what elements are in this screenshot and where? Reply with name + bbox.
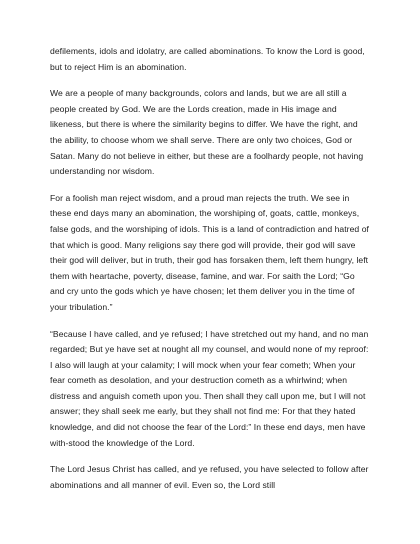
- paragraph-5: The Lord Jesus Christ has called, and ye refused, you have selected to follow after abominations and all manner of evil. Even so, the Lord still: [50, 464, 369, 490]
- paragraph-1: defilements, idols and idolatry, are called abominations. To know the Lord is good, but to reject Him is an abomination.: [50, 46, 365, 72]
- paragraph-3: For a foolish man reject wisdom, and a proud man rejects the truth. We see in these end days many an abomination, the worshiping of, goats, cattle, monkeys, false gods, and the worshiping of idols. This is a land of contradiction and hatred of that which is good. Many religions say there god will provide, their god will save their god will deliver, but in truth, their god has forsaken them, left them hungry, left them with heartache, poverty, disease, famine, and war. For saith the Lord; “Go and cry unto the gods which ye have chosen; let them deliver you in the time of your tribulation.”: [50, 192, 369, 312]
- paragraph-2: We are a people of many backgrounds, colors and lands, but we are all still a people created by God. We are the Lords creation, made in His image and likeness, but there is where the similarity begins to differ. We have the right, and the ability, to choose whom we shall serve. There are only two choices, God or Satan. Many do not believe in either, but these are a foolhardy people, not having understanding nor wisdom.: [50, 88, 364, 177]
- paragraph-4: “Because I have called, and ye refused; I have stretched out my hand, and no man regarded; But ye have set at nought all my counsel, and would none of my reproof: I also will laugh at your calamity; I will mock when your fear cometh; When your fear cometh as desolation, and your destruction cometh as a whirlwind; when distress and anguish cometh upon you. Then shall they call upon me, but I will not answer; they shall seek me early, but they shall not find me: For that they hated knowledge, and did not choose the fear of the Lord:” In these end days, men have with-stood the knowledge of the Lord.: [50, 328, 369, 448]
